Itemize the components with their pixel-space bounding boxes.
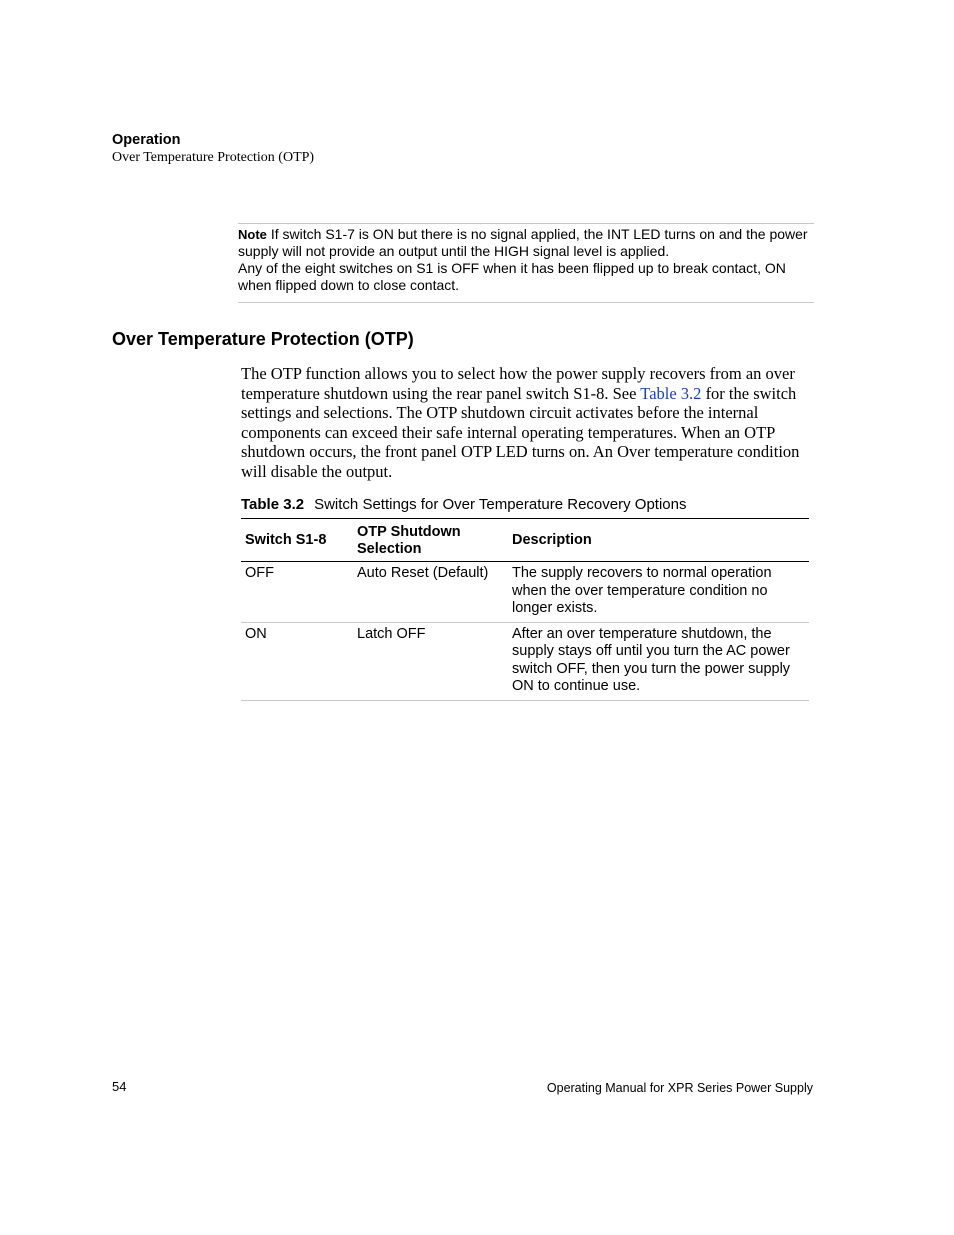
table-header-row	[241, 519, 809, 562]
table-caption-title: Switch Settings for Over Temperature Recovery Options	[314, 496, 687, 513]
switch-settings-table	[241, 518, 809, 701]
body-text-part1: The OTP function allows you to select how the power supply recovers from an over temperature shutdown using the rear panel switch S1-8. See	[241, 364, 795, 403]
footer-manual-title: Operating Manual for XPR Series Power Supply	[546, 1081, 813, 1095]
table-row	[241, 622, 809, 700]
running-head-subsection: Over Temperature Protection (OTP)	[112, 150, 315, 165]
table-cross-reference-link[interactable]: Table 3.2	[640, 383, 702, 403]
running-head-section: Operation	[112, 132, 181, 148]
table-row	[241, 562, 809, 623]
running-head	[112, 131, 314, 167]
note-box	[238, 223, 814, 303]
note-paragraph	[238, 226, 814, 260]
body-paragraph	[241, 364, 813, 482]
note-label: Note	[238, 227, 267, 242]
table-header-cell: Switch S1-8	[241, 519, 353, 562]
page-number: 54	[112, 1079, 127, 1094]
body-text-part2: for the switch settings and selections. The OTP shutdown circuit activates before the internal components can exceed their safe internal operating temperatures. When an OTP shutdown occurs, the front panel OTP LED turns on. An Over temperature condition will disable the output.	[241, 383, 800, 481]
note-text-2: Any of the eight switches on S1 is OFF when it has been flipped up to break contact, ON when flipped down to close contact.	[238, 260, 786, 293]
table-caption-number: Table 3.2	[241, 496, 305, 513]
table-header-cell: OTP Shutdown Selection	[353, 519, 508, 562]
table-header-cell: Description	[508, 519, 809, 562]
table-caption	[241, 496, 686, 514]
table-cell: Latch OFF	[353, 622, 508, 700]
table-cell: OFF	[241, 562, 353, 623]
note-text-1: If switch S1-7 is ON but there is no signal applied, the INT LED turns on and the power supply will not provide an output until the HIGH signal level is applied.	[238, 226, 808, 259]
table-cell: ON	[241, 622, 353, 700]
section-heading: Over Temperature Protection (OTP)	[112, 329, 414, 349]
table-cell: After an over temperature shutdown, the supply stays off until you turn the AC power switch OFF, then you turn the power supply ON to continue use.	[508, 622, 809, 700]
table-cell: The supply recovers to normal operation when the over temperature condition no longer exists.	[508, 562, 809, 623]
table-cell: Auto Reset (Default)	[353, 562, 508, 623]
